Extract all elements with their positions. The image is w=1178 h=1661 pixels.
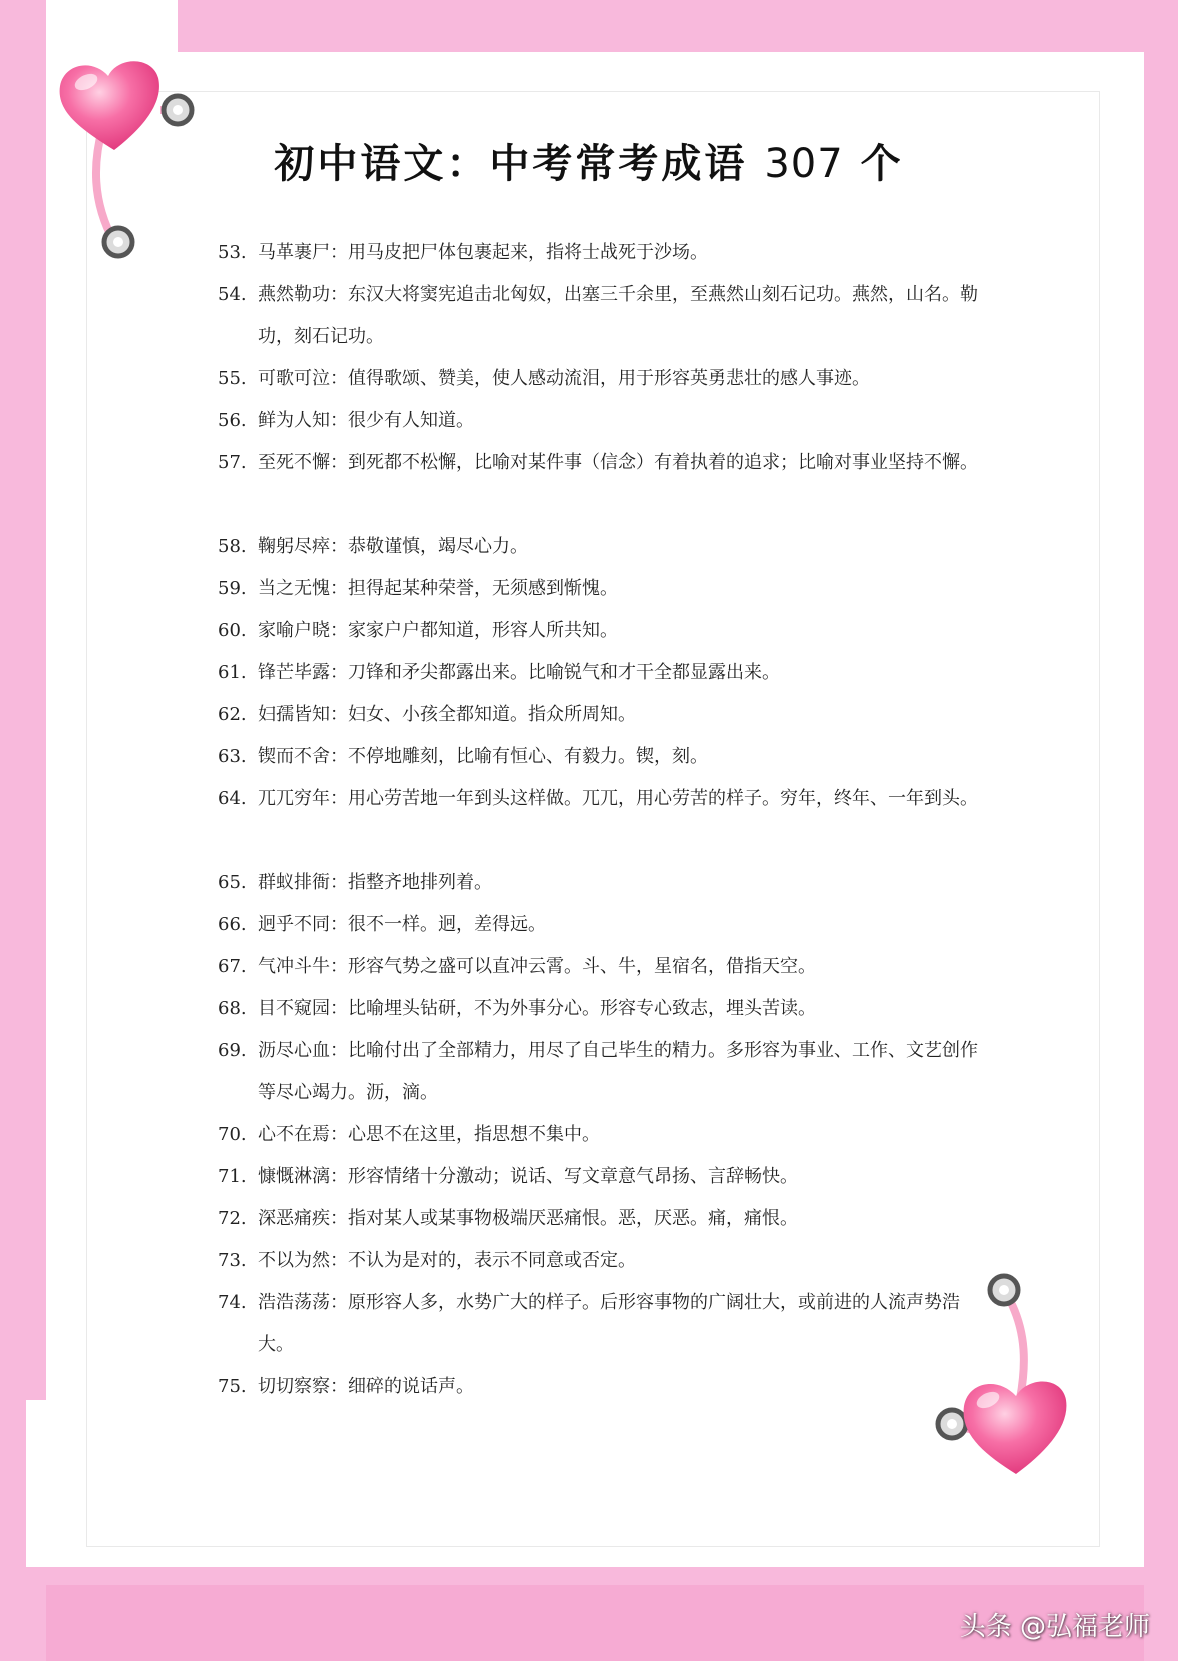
frame-top-band [178, 0, 1178, 52]
frame-left-band [0, 0, 46, 1400]
list-item: 62. 妇孺皆知：妇女、小孩全都知道。指众所周知。 [218, 704, 636, 725]
list-item: 72. 深恶痛疾：指对某人或某事物极端厌恶痛恨。恶，厌恶。痛，痛恨。 [218, 1208, 798, 1229]
title-unit: 个 [860, 141, 904, 187]
frame-right-band [1144, 52, 1178, 1661]
list-item: 60. 家喻户晓：家家户户都知道，形容人所共知。 [218, 620, 618, 641]
list-item: 59. 当之无愧：担得起某种荣誉，无须感到惭愧。 [218, 578, 618, 599]
list-item: 71. 慷慨淋漓：形容情绪十分激动；说话、写文章意气昂扬、言辞畅快。 [218, 1166, 798, 1187]
list-item: 58. 鞠躬尽瘁：恭敬谨慎，竭尽心力。 [218, 536, 528, 557]
list-item: 65. 群蚁排衙：指整齐地排列着。 [218, 872, 492, 893]
list-item: 66. 迥乎不同：很不一样。迥，差得远。 [218, 914, 546, 935]
list-item: 74. 浩浩荡荡：原形容人多，水势广大的样子。后形容事物的广阔壮大，或前进的人流声势浩大。 [218, 1292, 960, 1355]
list-item: 68. 目不窥园：比喻埋头钻研，不为外事分心。形容专心致志，埋头苦读。 [218, 998, 816, 1019]
title-count: 307 [764, 141, 844, 187]
list-item: 53. 马革裹尸：用马皮把尸体包裹起来，指将士战死于沙场。 [218, 242, 708, 263]
list-item: 57. 至死不懈：到死都不松懈，比喻对某件事（信念）有着执着的追求；比喻对事业坚持不懈。 [218, 452, 978, 473]
list-item: 70. 心不在焉：心思不在这里，指思想不集中。 [218, 1124, 600, 1145]
list-item: 69. 沥尽心血：比喻付出了全部精力，用尽了自己毕生的精力。多形容为事业、工作、文艺创作等尽心竭力。沥，滴。 [218, 1040, 978, 1103]
list-item: 67. 气冲斗牛：形容气势之盛可以直冲云霄。斗、牛，星宿名，借指天空。 [218, 956, 816, 977]
list-item: 55. 可歌可泣：值得歌颂、赞美，使人感动流泪，用于形容英勇悲壮的感人事迹。 [218, 368, 870, 389]
list-item: 64. 兀兀穷年：用心劳苦地一年到头这样做。兀兀，用心劳苦的样子。穷年，终年、一年到头。 [218, 788, 978, 809]
list-item: 73. 不以为然：不认为是对的，表示不同意或否定。 [218, 1250, 636, 1271]
heart-ornament-icon [924, 1268, 1084, 1488]
watermark: 头条 @弘福老师 [959, 1612, 1150, 1642]
list-item: 63. 锲而不舍：不停地雕刻，比喻有恒心、有毅力。锲，刻。 [218, 746, 708, 767]
list-item: 61. 锋芒毕露：刀锋和矛尖都露出来。比喻锐气和才干全都显露出来。 [218, 662, 780, 683]
list-item: 75. 切切察察：细碎的说话声。 [218, 1376, 474, 1397]
title-main: 初中语文：中考常考成语 [274, 141, 748, 187]
heart-ornament-icon [52, 52, 202, 282]
list-item: 56. 鲜为人知：很少有人知道。 [218, 410, 474, 431]
list-item: 54. 燕然勒功：东汉大将窦宪追击北匈奴，出塞三千余里，至燕然山刻石记功。燕然，山名。勒功，刻石记功。 [218, 284, 978, 347]
